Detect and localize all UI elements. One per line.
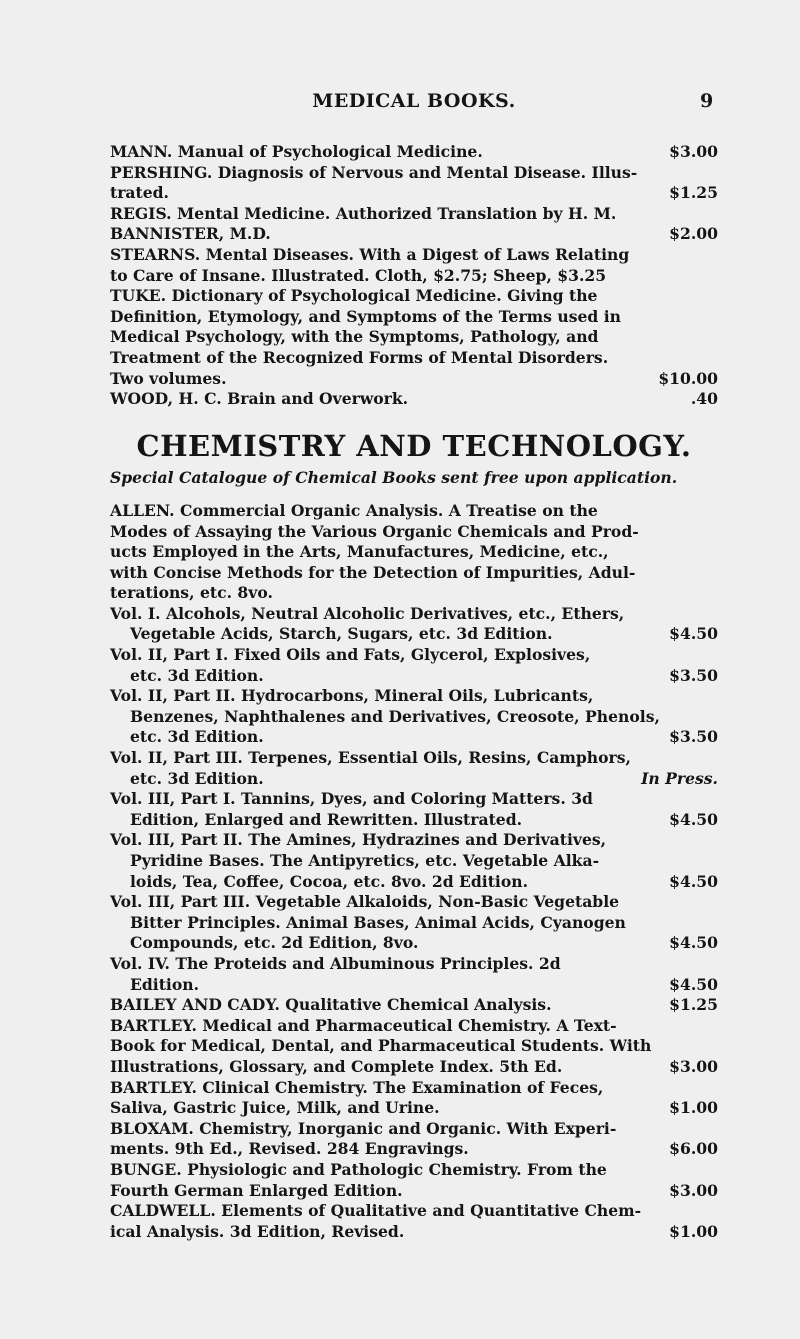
entry-line (110, 1036, 718, 1057)
entry-price: $3.50 (669, 727, 718, 747)
entry-price: .40 (690, 389, 718, 409)
entry-price: $3.00 (669, 142, 718, 161)
entry-text: etc. 3d Edition. (130, 768, 264, 788)
entry-text: PERSHING. Diagnosis of Nervous and Mental Disease. Illus- (110, 162, 638, 182)
entry-text: WOOD, H. C. Brain and Overwork. (110, 389, 409, 409)
book-entry (110, 995, 718, 1016)
entry-line (110, 851, 718, 872)
entry-line (110, 1078, 718, 1099)
entry-line (110, 204, 718, 225)
entry-line (110, 769, 718, 790)
entry-line (110, 389, 718, 410)
entry-line (110, 645, 718, 666)
entry-text: Edition, Enlarged and Rewritten. Illustrated. (130, 809, 523, 829)
entry-line (110, 810, 718, 831)
entry-text: ALLEN. Commercial Organic Analysis. A Treatise on the (110, 500, 598, 520)
volume-entry (110, 686, 718, 748)
entry-price: $10.00 (658, 368, 718, 388)
entry-line (110, 686, 718, 707)
psychology-listing (110, 142, 718, 410)
entry-text: Benzenes, Naphthalenes and Derivatives, Creosote, Phenols, (130, 706, 660, 726)
entry-line (110, 286, 718, 307)
entry-text: Modes of Assaying the Various Organic Chemicals and Prod- (110, 521, 639, 541)
entry-text: BANNISTER, M.D. (110, 224, 271, 244)
catalogue-note: Special Catalogue of Chemical Books sent free upon application. (110, 468, 678, 488)
book-entry (110, 245, 718, 286)
entry-line (110, 624, 718, 645)
book-entry (110, 1078, 718, 1119)
entry-line (110, 1098, 718, 1119)
volume-entry (110, 748, 718, 789)
entry-price: $4.50 (669, 871, 718, 891)
entry-line (110, 604, 718, 625)
entry-line (110, 183, 718, 204)
entry-line (110, 266, 718, 287)
entry-line (110, 142, 718, 163)
entry-price: $1.25 (669, 995, 718, 1015)
entry-line (110, 872, 718, 893)
entry-line (110, 789, 718, 810)
entry-line (110, 163, 718, 184)
entry-line (110, 892, 718, 913)
entry-text: Book for Medical, Dental, and Pharmaceutical Students. With (110, 1036, 652, 1056)
entry-text: Vegetable Acids, Starch, Sugars, etc. 3d Edition. (130, 624, 553, 644)
entry-text: Compounds, etc. 2d Edition, 8vo. (130, 933, 419, 953)
entry-text: TUKE. Dictionary of Psychological Medicine. Giving the (110, 286, 598, 306)
book-entry (110, 163, 718, 204)
entry-price: $3.00 (669, 1180, 718, 1200)
entry-text: to Care of Insane. Illustrated. Cloth, $2.75; Sheep, $3.25 (110, 265, 607, 285)
entry-price: $4.50 (669, 974, 718, 994)
page-number: 9 (700, 90, 714, 112)
entry-line (110, 1222, 718, 1243)
entry-line (110, 369, 718, 390)
entry-line (110, 933, 718, 954)
entry-text: ical Analysis. 3d Edition, Revised. (110, 1221, 405, 1241)
book-entry (110, 286, 718, 389)
entry-text: BARTLEY. Clinical Chemistry. The Examination of Feces, (110, 1077, 604, 1097)
entry-text: STEARNS. Mental Diseases. With a Digest of Laws Relating (110, 244, 630, 264)
entry-text: Vol. II, Part III. Terpenes, Essential Oils, Resins, Camphors, (110, 748, 631, 768)
entry-line (110, 1160, 718, 1181)
entry-line (110, 975, 718, 996)
volume-entry (110, 789, 718, 830)
volume-entry (110, 645, 718, 686)
entry-line (110, 245, 718, 266)
entry-line (110, 954, 718, 975)
entry-text: Treatment of the Recognized Forms of Mental Disorders. (110, 347, 609, 367)
entry-text: Bitter Principles. Animal Bases, Animal Acids, Cyanogen (130, 912, 626, 932)
section-heading: CHEMISTRY AND TECHNOLOGY. (136, 428, 692, 463)
running-head: MEDICAL BOOKS. (312, 90, 516, 112)
entry-text: Definition, Etymology, and Symptoms of the Terms used in (110, 306, 621, 326)
entry-price: $4.50 (669, 624, 718, 644)
entry-line (110, 307, 718, 328)
entry-line (110, 522, 718, 543)
chemistry-listing (110, 995, 718, 1242)
entry-line (110, 1201, 718, 1222)
entry-text: CALDWELL. Elements of Qualitative and Quantitative Chem- (110, 1201, 642, 1221)
entry-price: In Press. (641, 768, 718, 788)
entry-line (110, 666, 718, 687)
entry-line (110, 563, 718, 584)
entry-line (110, 542, 718, 563)
entry-line (110, 348, 718, 369)
entry-text: Pyridine Bases. The Antipyretics, etc. Vegetable Alka- (130, 851, 600, 870)
entry-price: $4.50 (669, 809, 718, 829)
catalogue-column (110, 142, 718, 1242)
entry-price: $2.00 (669, 224, 718, 244)
entry-text: BUNGE. Physiologic and Pathologic Chemistry. From the (110, 1159, 607, 1179)
volume-entry (110, 604, 718, 645)
book-entry (110, 501, 718, 604)
entry-line (110, 748, 718, 769)
volume-entry (110, 954, 718, 995)
entry-text: ucts Employed in the Arts, Manufactures, Medicine, etc., (110, 542, 609, 562)
allen-entry (110, 501, 718, 995)
entry-text: Edition. (130, 974, 200, 994)
entry-price: $3.00 (669, 1056, 718, 1076)
entry-text: Vol. II, Part II. Hydrocarbons, Mineral Oils, Lubricants, (110, 686, 594, 706)
entry-line (110, 327, 718, 348)
book-entry (110, 204, 718, 245)
entry-line (110, 583, 718, 604)
entry-line (110, 224, 718, 245)
book-entry (110, 389, 718, 410)
entry-text: loids, Tea, Coffee, Cocoa, etc. 8vo. 2d Edition. (130, 871, 529, 891)
book-entry (110, 1201, 718, 1242)
entry-text: BLOXAM. Chemistry, Inorganic and Organic. With Experi- (110, 1118, 617, 1138)
entry-text: BARTLEY. Medical and Pharmaceutical Chemistry. A Text- (110, 1015, 617, 1035)
entry-text: Vol. I. Alcohols, Neutral Alcoholic Derivatives, etc., Ethers, (110, 603, 625, 623)
book-entry (110, 142, 718, 163)
entry-text: Vol. III, Part II. The Amines, Hydrazines and Derivatives, (110, 830, 607, 850)
entry-price: $6.00 (669, 1139, 718, 1159)
book-entry (110, 1016, 718, 1078)
entry-line (110, 830, 718, 851)
entry-text: Vol. IV. The Proteids and Albuminous Principles. 2d (110, 953, 561, 973)
entry-line (110, 1181, 718, 1202)
entry-text: Two volumes. (110, 368, 227, 388)
entry-text: BAILEY AND CADY. Qualitative Chemical Analysis. (110, 995, 552, 1015)
entry-price: $1.00 (669, 1221, 718, 1241)
book-entry (110, 1119, 718, 1160)
entry-line (110, 1139, 718, 1160)
entry-price: $4.50 (669, 933, 718, 953)
entry-price: $1.25 (669, 183, 718, 203)
book-entry (110, 1160, 718, 1201)
entry-text: trated. (110, 183, 169, 203)
entry-text: Illustrations, Glossary, and Complete Index. 5th Ed. (110, 1056, 563, 1076)
volume-entry (110, 830, 718, 892)
entry-line (110, 1057, 718, 1078)
entry-text: etc. 3d Edition. (130, 665, 264, 685)
entry-line (110, 707, 718, 728)
entry-text: with Concise Methods for the Detection of Impurities, Adul- (110, 562, 636, 582)
volume-entry (110, 892, 718, 954)
entry-line (110, 913, 718, 934)
entry-text: Fourth German Enlarged Edition. (110, 1180, 403, 1200)
entry-text: REGIS. Mental Medicine. Authorized Translation by H. M. (110, 203, 617, 223)
entry-text: Vol. III, Part III. Vegetable Alkaloids, Non-Basic Vegetable (110, 892, 620, 912)
entry-line (110, 501, 718, 522)
entry-text: terations, etc. 8vo. (110, 583, 273, 603)
entry-line (110, 995, 718, 1016)
entry-text: Saliva, Gastric Juice, Milk, and Urine. (110, 1098, 440, 1118)
entry-text: ments. 9th Ed., Revised. 284 Engravings. (110, 1139, 469, 1159)
entry-line (110, 1016, 718, 1037)
entry-price: $1.00 (669, 1098, 718, 1118)
entry-text: Medical Psychology, with the Symptoms, Pathology, and (110, 327, 599, 347)
entry-text: Vol. III, Part I. Tannins, Dyes, and Coloring Matters. 3d (110, 789, 593, 809)
entry-text: Vol. II, Part I. Fixed Oils and Fats, Glycerol, Explosives, (110, 645, 591, 665)
entry-line (110, 727, 718, 748)
entry-text: MANN. Manual of Psychological Medicine. (110, 142, 483, 161)
entry-price: $3.50 (669, 665, 718, 685)
entry-text: etc. 3d Edition. (130, 727, 264, 747)
entry-line (110, 1119, 718, 1140)
